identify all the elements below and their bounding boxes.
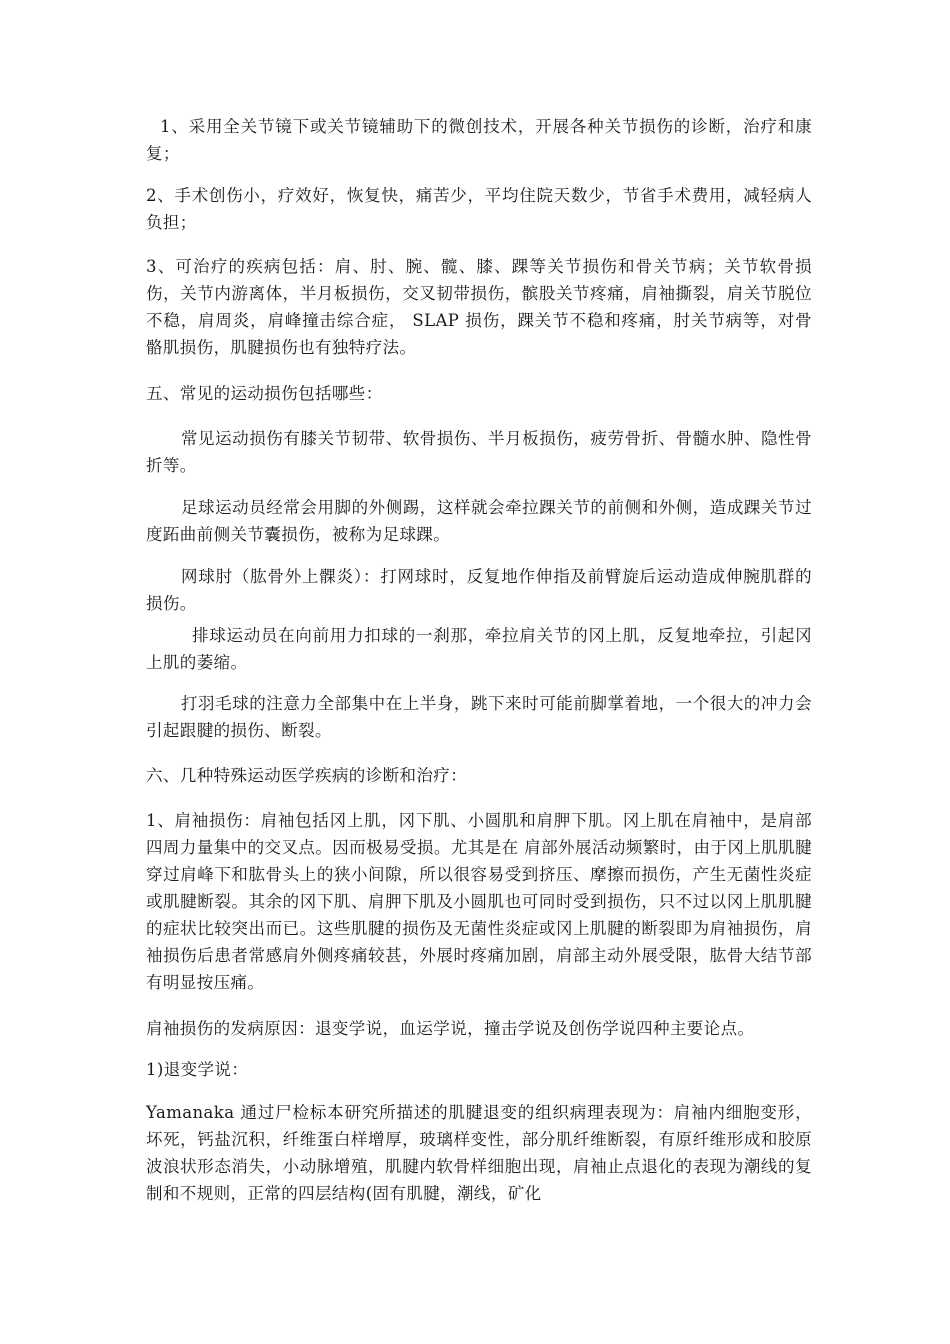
paragraph-2: 2、手术创伤小，疗效好，恢复快，痛苦少，平均住院天数少，节省手术费用，减轻病人负担； [146, 186, 812, 232]
paragraph-14: Yamanaka 通过尸检标本研究所描述的肌腱退变的组织病理表现为：肩袖内细胞变形，坏死，钙盐沉积，纤维蛋白样增厚，玻璃样变性，部分肌纤维断裂，有原纤维形成和胶原波浪状形态消失，小动脉增殖，肌腱内软骨样细胞出现，肩袖止点退化的表现为潮线的复制和不规则，正常的四层结构(固有肌腱，潮线，矿化 [146, 1103, 812, 1203]
paragraph-5: 常见运动损伤有膝关节韧带、软骨损伤、半月板损伤，疲劳骨折、骨髓水肿、隐性骨折等。 [146, 429, 812, 475]
paragraph-3: 3、可治疗的疾病包括：肩、肘、腕、髋、膝、踝等关节损伤和骨关节病；关节软骨损伤，关节内游离体，半月板损伤，交叉韧带损伤，髌股关节疼痛，肩袖撕裂，肩关节脱位不稳，肩周炎，肩峰撞击综合症， SLAP 损伤，踝关节不稳和疼痛，肘关节病等，对骨骼肌损伤，肌腱损伤也有独特疗法。 [146, 257, 812, 357]
paragraph-13: 1)退变学说： [146, 1060, 249, 1079]
paragraph-11: 1、肩袖损伤：肩袖包括冈上肌，冈下肌、小圆肌和肩胛下肌。冈上肌在肩袖中，是肩部四周力量集中的交叉点。因而极易受损。尤其是在 肩部外展活动频繁时，由于冈上肌肌腱穿过肩峰下和肱骨头上的狭小间隙，所以很容易受到挤压、摩擦而损伤，产生无菌性炎症或肌腱断裂。其余的冈下肌、肩胛下肌及小圆肌也可同时受到损伤，只不过以冈上肌肌腱的症状比较突出而已。这些肌腱的损伤及无菌性炎症或冈上肌腱的断裂即为肩袖损伤，肩袖损伤后患者常感肩外侧疼痛较甚，外展时疼痛加剧，肩部主动外展受限，肱骨大结节部有明显按压痛。 [146, 811, 812, 992]
section-heading-5: 五、常见的运动损伤包括哪些： [146, 384, 383, 403]
paragraph-8: 排球运动员在向前用力扣球的一刹那，牵拉肩关节的冈上肌，反复地牵拉，引起冈上肌的萎缩。 [146, 626, 812, 672]
paragraph-7: 网球肘（肱骨外上髁炎）：打网球时，反复地作伸指及前臂旋后运动造成伸腕肌群的损伤。 [146, 567, 812, 613]
paragraph-9: 打羽毛球的注意力全部集中在上半身，跳下来时可能前脚掌着地，一个很大的冲力会引起跟腱的损伤、断裂。 [146, 694, 812, 740]
paragraph-6: 足球运动员经常会用脚的外侧踢，这样就会牵拉踝关节的前侧和外侧，造成踝关节过度跖曲前侧关节囊损伤，被称为足球踝。 [146, 498, 812, 544]
paragraph-12: 肩袖损伤的发病原因：退变学说，血运学说，撞击学说及创伤学说四种主要论点。 [146, 1019, 755, 1038]
paragraph-1: 1、采用全关节镜下或关节镜辅助下的微创技术，开展各种关节损伤的诊断，治疗和康复； [146, 117, 812, 163]
section-heading-6: 六、几种特殊运动医学疾病的诊断和治疗： [146, 766, 468, 785]
